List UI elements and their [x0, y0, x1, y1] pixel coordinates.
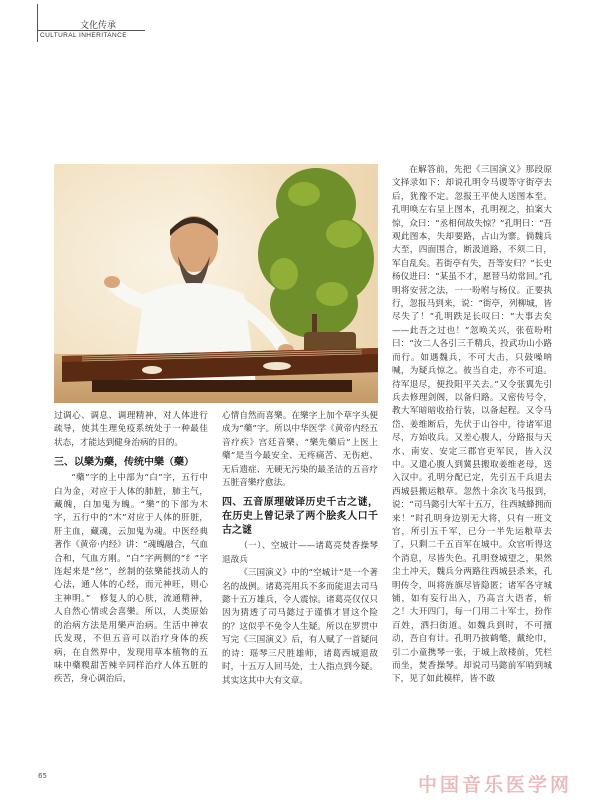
paragraph-3-1: 在解答前，先把《三国演义》那段原文择录如下：却说孔明令马谡等守街亭去后，犹豫不定。忽报王平使人送图本至。孔明唤左右呈上图本，孔明视之，拍案大惊，众曰：“丞相何故失惊？”孔明曰：“吾观此图本，失却要路，占山为寨。倘魏兵大至，四面围合，断汲道路，不须二日，军自乱矣。若街亭有失，吾等安归？”长史杨仪进曰：“某虽不才，愿替马幼常回。”孔明将安营之法，一一吩咐与杨仪。正要执行，忽报马到来，说：“街亭，列柳城，皆尽失了！”孔明跌足长叹曰：“大事去矣——此吾之过也！”忽唤关兴，张苞吩咐曰：“汝二人各引三千精兵，投武功山小路而行。如遇魏兵，不可大击，只鼓噪呐喊，为疑兵惊之。彼当自走，亦不可追。待军退尽，便投阳平关去。”又令张翼先引兵去修理剑阁，以备归路。又密传号令，教大军暗暗收拾行装，以备起程。又令马岱、姜维断后，先伏于山谷中，待诸军退尽，方始收兵。又差心腹人，分路报与天水、南安、安定三郡官吏军民，皆入汉中。又遣心腹人到冀县搬取姜维老母，送入汉中。孔明分配已定，先引五千兵退去西城县搬运粮草。忽然十余次飞马报到，说：“司马懿引大军十五万，往西城蜂拥而来！”时孔明身边别无大将，只有一班文官，所引五千军，已分一半先运粮草去了，只剩二千五百军在城中。众官听得这个消息，尽皆失色。孔明登城望之，果然尘土冲天，魏兵分两路往西城县杀来，孔明传令，叫将旌旗尽皆隐匿；诸军各守城铺，如有妄行出入，乃高言大语者，斩之！大开四门，每一门用二十军士，扮作百姓，洒扫街道。如魏兵到时，不可擅动，吾自有计。孔明乃披鹤氅，戴纶巾，引二小童携琴一张，于城上敌楼前，凭栏而坐，焚香操琴。却说司马懿前军哨到城下，见了如此模样，皆不敢 — [392, 165, 552, 685]
text-column-3 — [392, 164, 552, 687]
page-header — [0, 0, 600, 44]
header-vertical-rule — [37, 4, 38, 42]
guzheng-player-photo — [54, 164, 378, 403]
site-watermark: 中国音乐医学网 — [418, 774, 573, 796]
page-number: 65 — [38, 772, 47, 780]
paragraph-1-2: “藥”字的上中部为“白”字，五行中白为金，对应于人体的肺脏，肺主气，藏魄，白加鬼为魄。“樂”的下部为木字，五行中的“木”对应于人体的肝脏，肝主血，藏魂，云加鬼为魂。中医经典著作《黄帝·内经》讲：“魂魄融合，气血合和，气血方刚。“白”字两侧的“纟”字连起来是“丝”，丝制的弦樂能找动人的心法，通人体的心经，而元神旺，则心主神明。” 修复人的心肤，流通精神，人自然心情或会喜樂。所以，人类原始的治病方法是用樂声治病。生活中神农氏发现，不但五音可以治疗身体的疾病，在自然界中，发现用草本植物的五味中藥糗甜苦辣辛同样治疗人体五脏的疾苦，身心调治后， — [54, 473, 208, 685]
paragraph-1-1: 过调心、调息、调理精神，对人体进行疏导，使其生理免疫系统处于一种最佳状态，才能达到健身治病的目的。 — [54, 411, 208, 448]
text-column-1 — [54, 410, 208, 687]
section-4-heading: 四、五音原理破译历史千古之谜，在历史上曾记录了两个脍炙人口千古之谜 — [222, 497, 378, 537]
paragraph-2-2: 《三国演义》中的“空城计”是一个著名的战例。诸葛亮用兵不多而能退去司马懿十五万雄兵，令人震惊。诸葛亮仅仅只因为猜透了司马懿过于谨慎才冒这个险的？这似乎不免令人生疑。所以在罗贯中写完《三国演义》后，有人赋了一首疑问的诗：瑶琴三尺胜雄师，诸葛西城退敌时，十五万人回马处，士人指点到今疑。其实这其中大有文章。 — [222, 568, 378, 686]
section-title-cn: 文化传承 — [80, 21, 117, 31]
section-title-en: CULTURAL INHERITANCE — [40, 32, 127, 39]
section-3-heading: 三、以樂为藥，传统中樂（藥） — [54, 457, 194, 469]
guzheng-instrument — [62, 342, 378, 392]
text-column-2 — [222, 410, 378, 688]
paragraph-2-1: 心情自然而喜樂。在樂字上加个草字头便成为“藥”字。所以中华医学《黄帝内经五音疗疾》宫廷音樂、“樂先藥后”上医上藥”是当今最安全、无疼痛苦、无伤疤、无后遗症、无硬无污染的最圣洁的五音疗五脏音樂疗愈法。 — [222, 411, 378, 489]
subheading-empty-city: （一）、空城计——诸葛亮焚香操琴退敌兵 — [222, 541, 378, 565]
